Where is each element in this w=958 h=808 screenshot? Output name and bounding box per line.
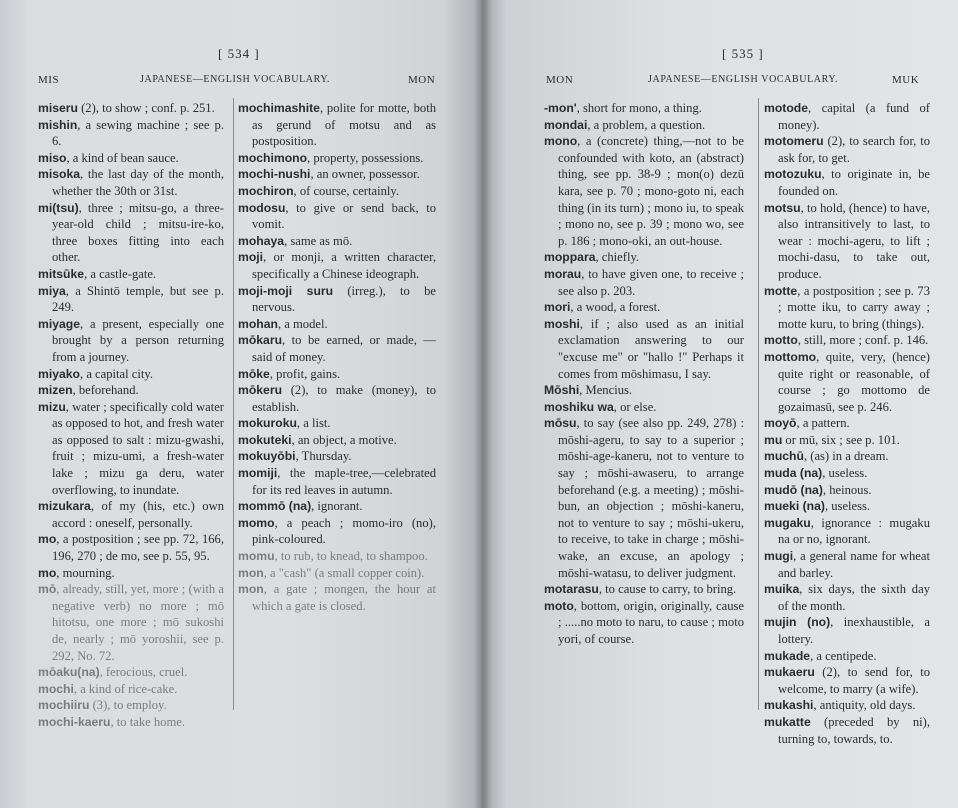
headword: mochi-nushi — [238, 167, 311, 182]
dictionary-entry — [544, 133, 744, 249]
dictionary-entry — [764, 332, 930, 349]
definition: , a problem, a question. — [587, 117, 706, 132]
definition: , short for mono, a thing. — [576, 101, 702, 115]
headword: mōaku(na) — [38, 665, 100, 680]
dictionary-entry — [764, 498, 930, 515]
definition: or mū, six ; see p. 101. — [782, 432, 900, 447]
dictionary-entry — [38, 531, 224, 564]
definition: , a Shintō temple, but see p. 249. — [52, 283, 224, 315]
headword: mishin — [38, 117, 78, 132]
dictionary-entry — [764, 283, 930, 333]
dictionary-entry — [238, 581, 436, 614]
headword: mottomo — [764, 349, 817, 364]
headword: motte — [764, 283, 798, 298]
headword: muda (na) — [764, 466, 823, 481]
dictionary-entry — [238, 548, 436, 565]
definition: , to rub, to knead, to shampoo. — [274, 549, 428, 564]
headword: mōkaru — [238, 333, 283, 348]
dictionary-entry — [544, 117, 744, 134]
definition: , property, possessions. — [307, 150, 424, 165]
headword: mokuyōbi — [238, 449, 296, 464]
definition: , to cause to carry, to bring. — [598, 582, 737, 597]
headword: -mon' — [544, 101, 577, 115]
headword: motarasu — [544, 582, 599, 597]
dictionary-entry — [764, 432, 930, 449]
definition: , a peach ; momo-iro (no), pink-coloured. — [252, 515, 436, 547]
definition: , or else. — [613, 399, 657, 414]
headword: mō — [38, 582, 57, 597]
definition: , to originate in, be founded on. — [778, 167, 930, 198]
definition: , useless. — [824, 499, 871, 514]
definition: , to take home. — [110, 714, 185, 729]
dictionary-entry — [238, 166, 436, 183]
headword: moji — [238, 250, 264, 265]
headword: momu — [238, 549, 275, 564]
headword: moji-moji suru — [238, 283, 334, 298]
column-left — [38, 100, 224, 731]
dictionary-entry — [764, 415, 930, 432]
right-page — [482, 0, 958, 808]
headword: mochiron — [238, 183, 294, 198]
headword: mōkeru — [238, 383, 283, 398]
headword: motsu — [764, 200, 801, 215]
definition: , profit, gains. — [269, 366, 341, 381]
headword: modosu — [238, 200, 286, 215]
definition: , a (concrete) thing,—not to be confounded with koto, an (abstract) thing, see pp. 38-9 ; mon(o) dezū kara, see p. 70 ; mono-goto ni, each thing (in its turn) ; mono iu, to speak ; mono no, see p. 39 ; mono wo, see p. 186 ; mono-oki, an out-house. — [558, 134, 744, 248]
headword: morau — [544, 266, 582, 281]
dictionary-entry — [38, 200, 224, 266]
headword: mōsu — [544, 416, 577, 431]
dictionary-entry — [238, 283, 436, 316]
definition: , an object, a motive. — [291, 432, 397, 447]
headword: mugaku — [764, 515, 811, 530]
headword: moppara — [544, 250, 596, 265]
headword: mo — [38, 565, 57, 580]
dictionary-entry — [38, 117, 224, 150]
headword: momo — [238, 515, 275, 530]
headword: mujin (no) — [764, 615, 831, 630]
headword: mon — [238, 565, 264, 580]
dictionary-entry — [38, 498, 224, 531]
headword: muchū — [764, 449, 804, 464]
dictionary-entry — [38, 150, 224, 167]
headword: miyage — [38, 316, 81, 331]
definition: , quite, very, (hence) quite right or reasonable, of course ; go mottomo de gozaimasū, see p. 246. — [778, 349, 930, 414]
headword: miseru — [38, 101, 78, 115]
headword: mohan — [238, 316, 278, 331]
dictionary-entry — [764, 548, 930, 581]
definition: , capital (a fund of money). — [778, 101, 930, 132]
dictionary-entry — [764, 515, 930, 548]
headword: mondai — [544, 117, 588, 132]
definition: (2), to show ; conf. p. 251. — [77, 101, 215, 115]
dictionary-entry — [238, 332, 436, 365]
definition: , antiquity, old days. — [813, 698, 916, 713]
dictionary-entry — [764, 482, 930, 499]
definition: , a kind of bean sauce. — [66, 150, 179, 165]
dictionary-entry — [764, 581, 930, 614]
definition: , a gate ; mongen, the hour at which a gate is closed. — [252, 582, 436, 613]
headword: mizen — [38, 383, 73, 398]
headword: motozuku — [764, 167, 822, 182]
dictionary-entry — [544, 100, 744, 117]
dictionary-entry — [238, 366, 436, 383]
dictionary-entry — [764, 133, 930, 166]
definition: , a centipede. — [810, 648, 877, 663]
definition: , water ; specifically cold water as opposed to hot, and fresh water as opposed to salt : mizu-gwashi, fruit ; mizu-umi, a fresh-water lake ; mizu ga deru, water overflowing, to inundate. — [52, 399, 224, 497]
dictionary-entry — [38, 283, 224, 316]
definition: , to give or send back, to vomit. — [252, 200, 436, 232]
dictionary-entry — [38, 166, 224, 199]
headword: mochi-kaeru — [38, 714, 111, 729]
definition: , three ; mitsu-go, a three-year-old child ; mitsu-ire-ko, three boxes fitting into each other. — [52, 200, 224, 265]
page-number: [ 535 ] — [722, 46, 764, 61]
dictionary-entry — [238, 100, 436, 150]
dictionary-entry — [544, 415, 744, 581]
headword: motomeru — [764, 134, 824, 149]
headword: misoka — [38, 167, 81, 182]
definition: (2), to make (money), to establish. — [252, 383, 436, 414]
definition: , ferocious, cruel. — [99, 665, 188, 680]
column-rule — [233, 98, 234, 710]
dictionary-entry — [238, 183, 436, 200]
definition: , chiefly. — [595, 250, 640, 265]
dictionary-entry — [764, 664, 930, 697]
dictionary-entry — [238, 233, 436, 250]
dictionary-entry — [38, 100, 224, 117]
definition: , a castle-gate. — [84, 266, 157, 281]
page-number: [ 534 ] — [218, 46, 260, 61]
dictionary-entry — [38, 714, 224, 731]
dictionary-entry — [238, 515, 436, 548]
running-head-left: MON — [546, 74, 574, 86]
dictionary-entry — [544, 266, 744, 299]
dictionary-entry — [238, 316, 436, 333]
headword: mukashi — [764, 698, 814, 713]
running-head-title: JAPANESE—ENGLISH VOCABULARY. — [648, 74, 838, 85]
definition: , polite for motte, both as gerund of motsu and as postposition. — [252, 101, 436, 149]
column-right — [764, 100, 930, 747]
headword: miya — [38, 283, 66, 298]
dictionary-entry — [764, 100, 930, 133]
dictionary-entry — [764, 166, 930, 199]
running-head-left: MIS — [38, 74, 60, 86]
book-gutter — [474, 0, 492, 808]
headword: mōke — [238, 366, 270, 381]
definition: (2), to send for, to welcome, to marry (a wife). — [778, 665, 930, 696]
definition: , to hold, (hence) to have, also intransitively to last, to wear : mochi-ageru, to lift ; mochi-dasu, to take out, produce. — [778, 200, 930, 281]
headword: muika — [764, 582, 800, 597]
dictionary-entry — [238, 498, 436, 515]
headword: mudō (na) — [764, 482, 823, 497]
headword: mueki (na) — [764, 499, 825, 514]
dictionary-entry — [238, 465, 436, 498]
dictionary-entry — [238, 415, 436, 432]
definition: , to be earned, or made, —said of money. — [252, 333, 436, 364]
definition: , ignorant. — [311, 499, 363, 514]
column-rule — [758, 98, 759, 710]
definition: , beforehand. — [72, 383, 139, 398]
dictionary-entry — [544, 249, 744, 266]
dictionary-entry — [764, 465, 930, 482]
definition: , Mencius. — [579, 383, 633, 398]
definition: , of course, certainly. — [293, 183, 400, 198]
definition: , a sewing machine ; see p. 6. — [52, 117, 224, 149]
definition: , the last day of the month, whether the 30th or 31st. — [52, 167, 224, 198]
headword: Mōshi — [544, 383, 580, 398]
headword: mugi — [764, 549, 794, 564]
definition: , (as) in a dream. — [803, 449, 889, 464]
definition: , six days, the sixth day of the month. — [778, 582, 930, 613]
dictionary-entry — [38, 681, 224, 698]
definition: , a present, especially one brought by a person returning from a journey. — [52, 316, 224, 364]
definition: , of my (his, etc.) own accord : oneself, personally. — [52, 499, 224, 530]
dictionary-entry — [38, 266, 224, 283]
headword: mukaeru — [764, 665, 815, 680]
dictionary-entry — [38, 664, 224, 681]
dictionary-entry — [38, 382, 224, 399]
definition: , a postposition ; see pp. 72, 166, 196, 270 ; de mo, see p. 55, 95. — [52, 532, 224, 564]
definition: , an owner, possessor. — [310, 167, 420, 182]
definition: , a "cash" (a small copper coin). — [263, 565, 425, 580]
definition: (3), to employ. — [89, 698, 167, 713]
dictionary-entry — [238, 448, 436, 465]
dictionary-entry — [764, 714, 930, 747]
dictionary-entry — [764, 448, 930, 465]
headword: mi(tsu) — [38, 200, 79, 215]
definition: , same as mō. — [284, 233, 353, 248]
dictionary-entry — [38, 697, 224, 714]
definition: , or monji, a written character, specifically a Chinese ideograph. — [252, 250, 436, 281]
running-head-right: MON — [408, 74, 436, 86]
definition: , ignorance : mugaku na or no, ignorant. — [778, 515, 930, 547]
running-head-right: MUK — [892, 74, 920, 86]
headword: miyako — [38, 366, 81, 381]
headword: mizukara — [38, 499, 91, 514]
definition: , inexhaustible, a lottery. — [778, 615, 931, 646]
definition: , a kind of rice-cake. — [73, 681, 178, 696]
definition: , heinous. — [822, 482, 872, 497]
headword: mochimono — [238, 150, 308, 165]
definition: , a general name for wheat and barley. — [778, 549, 930, 580]
headword: moshiku wa — [544, 399, 614, 414]
definition: , to have given one, to receive ; see also p. 203. — [558, 266, 744, 298]
headword: mochi — [38, 681, 74, 696]
headword: momiji — [238, 466, 278, 481]
definition: , the maple-tree,—celebrated for its red leaves in autumn. — [252, 466, 436, 497]
headword: mukatte — [764, 714, 811, 729]
dictionary-entry — [544, 581, 744, 598]
definition: , a postposition ; see p. 73 ; motte iku, to carry away ; motte kuru, to bring (things). — [778, 283, 930, 331]
headword: mommō (na) — [238, 499, 312, 514]
headword: mochiiru — [38, 698, 90, 713]
dictionary-entry — [544, 299, 744, 316]
definition: , useless. — [822, 466, 868, 481]
dictionary-entry — [38, 399, 224, 499]
dictionary-entry — [544, 382, 744, 399]
headword: mizu — [38, 399, 66, 414]
dictionary-entry — [238, 150, 436, 167]
dictionary-entry — [764, 349, 930, 415]
headword: mu — [764, 432, 783, 447]
dictionary-entry — [544, 598, 744, 648]
definition: (irreg.), to be nervous. — [252, 283, 436, 315]
headword: motto — [764, 333, 798, 348]
dictionary-entry — [544, 316, 744, 382]
headword: moyō — [764, 416, 797, 431]
dictionary-entry — [764, 697, 930, 714]
definition: (2), to search for, to ask for, to get. — [778, 134, 930, 165]
dictionary-entry — [238, 200, 436, 233]
headword: mochimashite — [238, 101, 320, 115]
column-right — [238, 100, 436, 614]
headword: mono — [544, 134, 578, 149]
headword: mori — [544, 300, 571, 315]
definition: , a pattern. — [796, 416, 850, 431]
dictionary-entry — [238, 249, 436, 282]
column-left — [544, 100, 744, 648]
headword: moshi — [544, 316, 580, 331]
headword: moto — [544, 598, 574, 613]
definition: , bottom, origin, originally, cause ; .....no moto to naru, to cause ; moto yori, of course. — [558, 598, 744, 646]
headword: motode — [764, 101, 809, 115]
definition: , a capital city. — [80, 366, 153, 381]
definition: , already, still, yet, more ; (with a negative verb) no more ; mō hitotsu, one more ; mō sukoshi de, nearly ; mō yoroshii, see p. 292, No. 72. — [52, 582, 224, 663]
dictionary-entry — [238, 382, 436, 415]
headword: mokuteki — [238, 432, 292, 447]
headword: mohaya — [238, 233, 285, 248]
definition: (preceded by ni), turning to, towards, to. — [778, 714, 930, 746]
headword: mitsūke — [38, 266, 85, 281]
definition: , a wood, a forest. — [570, 300, 661, 315]
dictionary-entry — [764, 648, 930, 665]
dictionary-entry — [38, 316, 224, 366]
dictionary-entry — [764, 614, 930, 647]
definition: , mourning. — [56, 565, 115, 580]
headword: mokuroku — [238, 416, 297, 431]
dictionary-entry — [544, 399, 744, 416]
definition: , to say (see also pp. 249, 278) : mōshi-ageru, to say to a superior ; mōshi-age-kaneru, not to venture to say ; mōshi-awaseru, to arrange beforehand (e.g. a meeting) ; mōshi-bun, an objection ; mōshi-kaneru, not to venture to say ; mōshi-ukeru, to receive, to take in charge ; mōshi-wake, an excuse, an apology ; mōshi-watasu, to deliver judgment. — [558, 416, 744, 580]
dictionary-entry — [38, 565, 224, 582]
definition: , a list. — [296, 416, 331, 431]
definition: , still, more ; conf. p. 146. — [797, 333, 929, 348]
headword: mon — [238, 582, 264, 597]
definition: , Thursday. — [295, 449, 352, 464]
definition: , a model. — [277, 316, 328, 331]
dictionary-entry — [238, 565, 436, 582]
dictionary-entry — [38, 366, 224, 383]
dictionary-entry — [764, 200, 930, 283]
running-head-title: JAPANESE—ENGLISH VOCABULARY. — [140, 74, 330, 85]
headword: miso — [38, 150, 67, 165]
headword: mo — [38, 532, 57, 547]
definition: , if ; also used as an initial exclamation answering to our "excuse me" or "hallo !" Perhaps it comes from mōshimasu, I say. — [558, 316, 744, 381]
headword: mukade — [764, 648, 811, 663]
dictionary-entry — [238, 432, 436, 449]
dictionary-entry — [38, 581, 224, 664]
